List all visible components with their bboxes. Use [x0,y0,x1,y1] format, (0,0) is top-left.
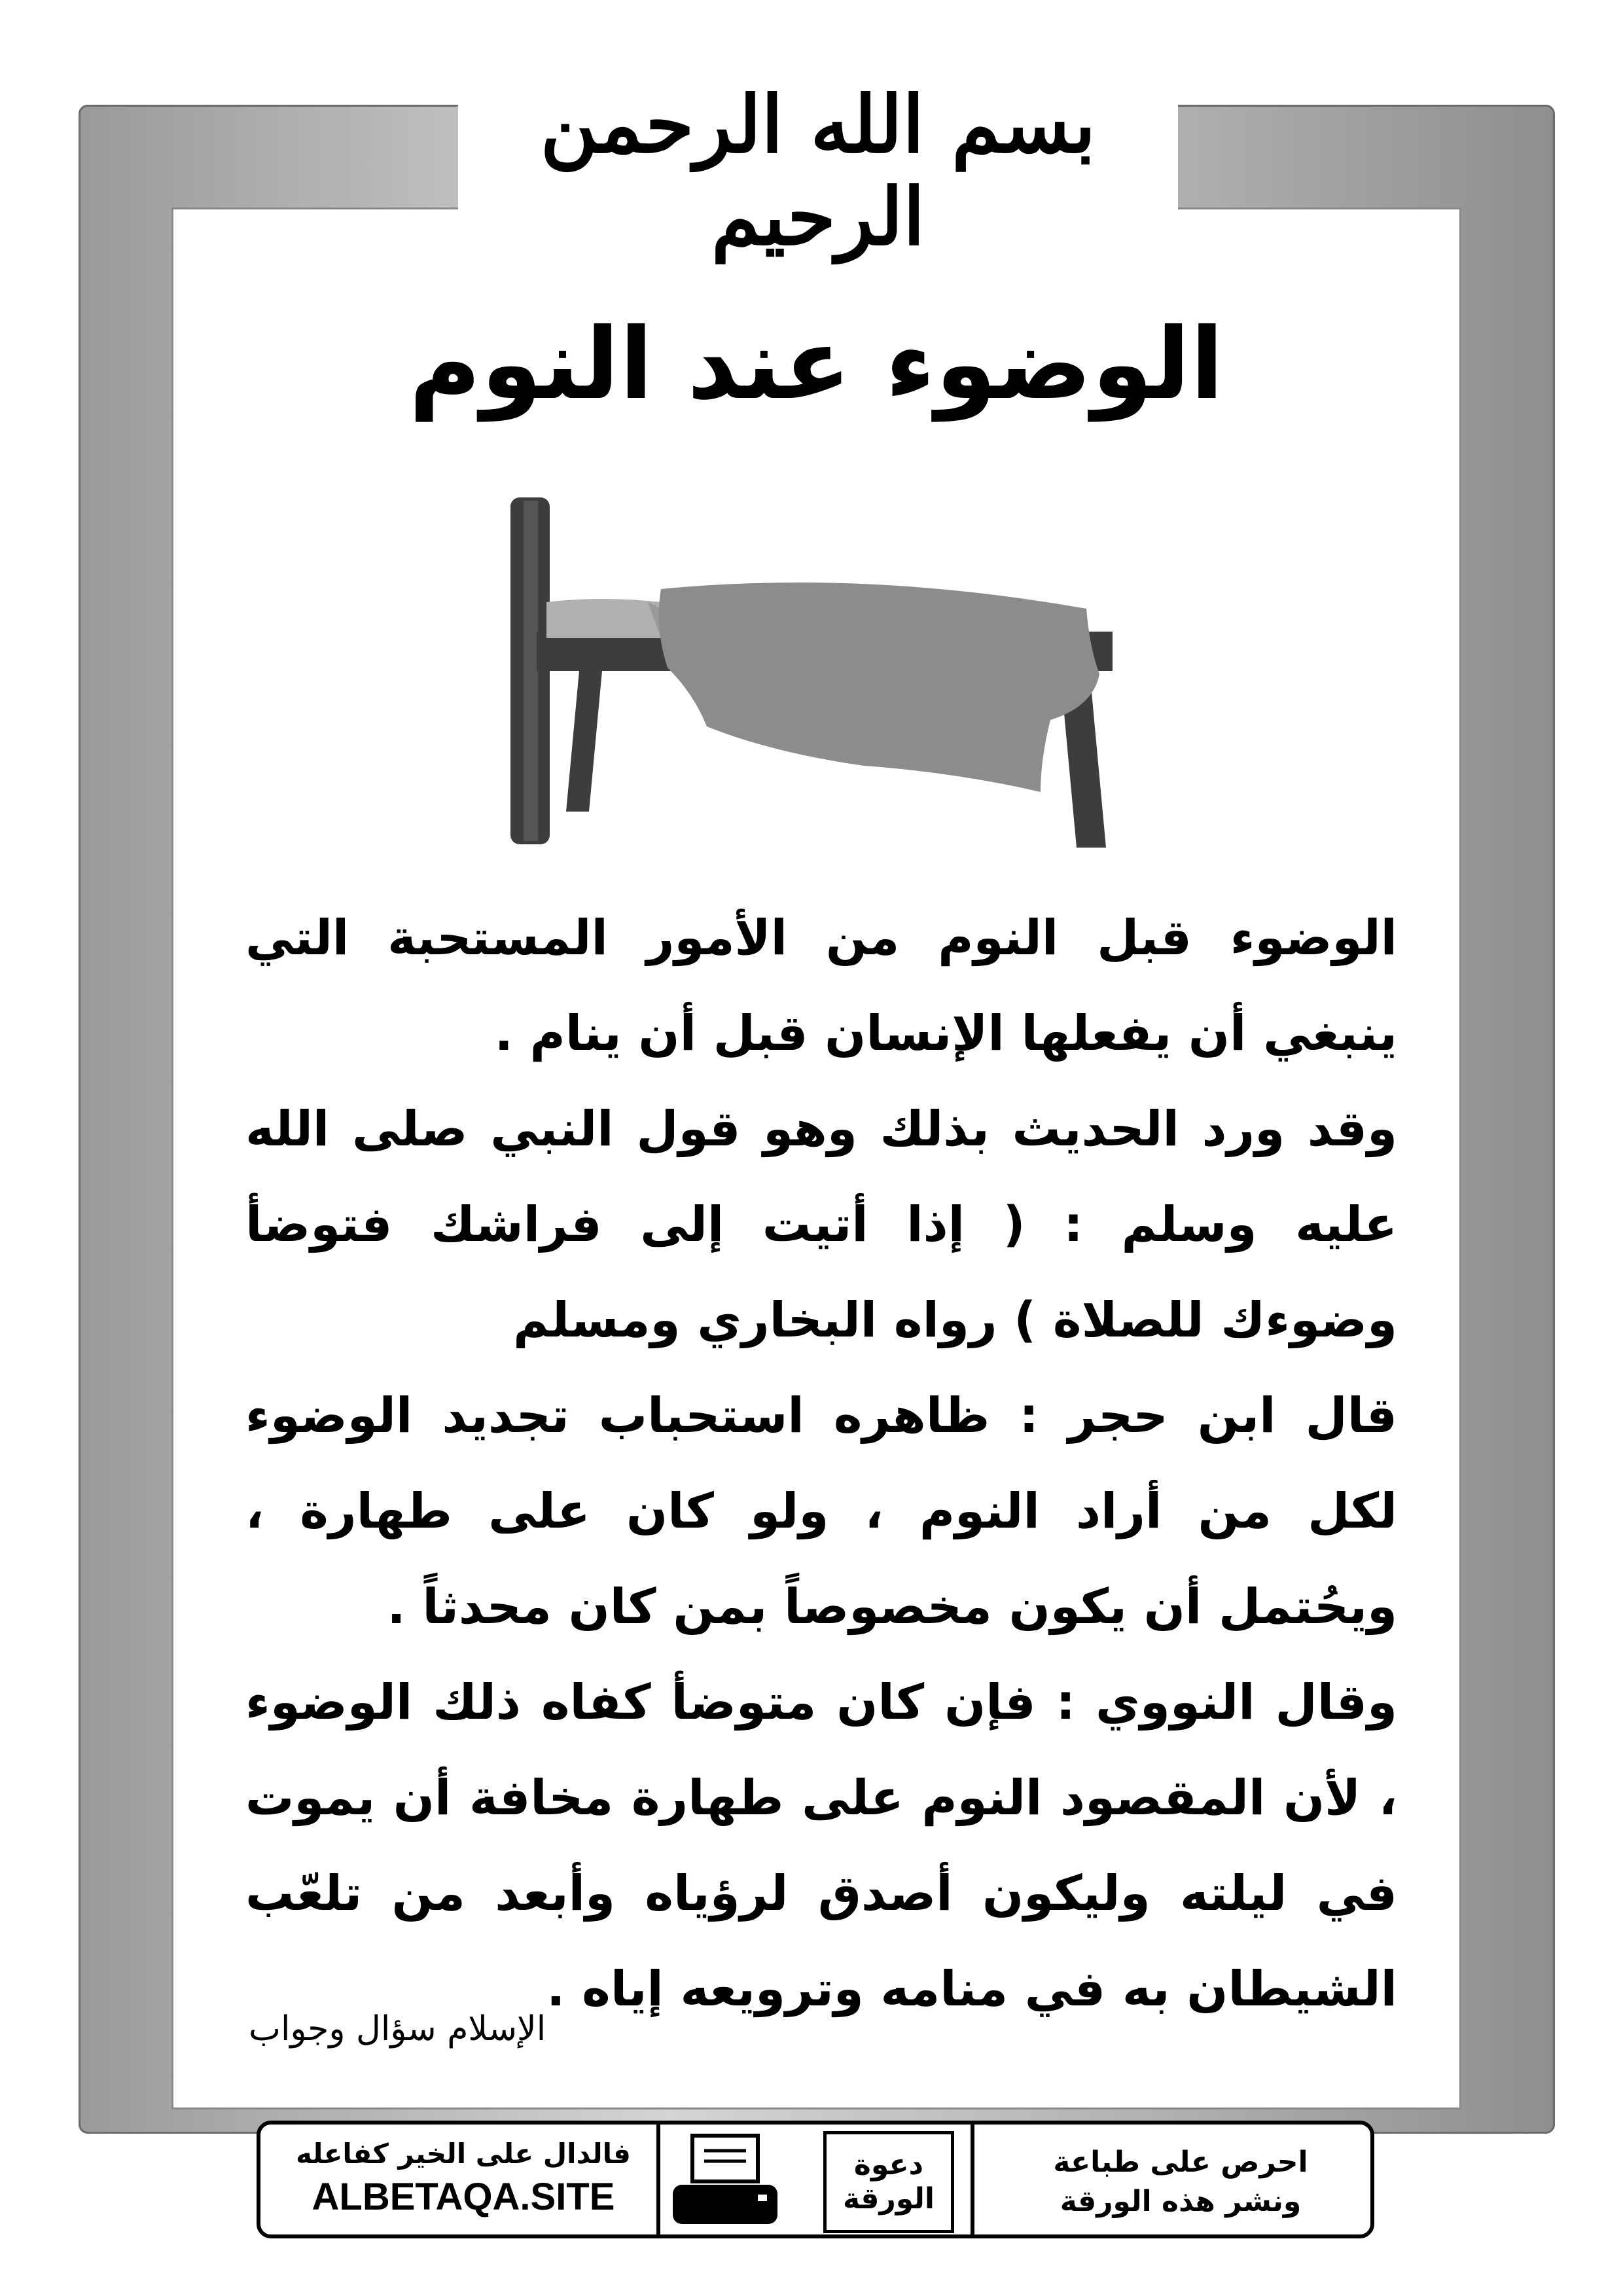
footer-note-line1: احرص على طباعة [1053,2145,1308,2179]
paragraph: وقال النووي : فإن كان متوضأ كفاه ذلك الوضوء ، لأن المقصود النوم على طهارة مخافة أن يموت في ليلته وليكون أصدق لرؤياه وأبعد من تلعّب الشيطان به في منامه وترويعه إياه . [245,1674,1397,2017]
page-title: الوضوء عند النوم [408,308,1224,422]
dawa-logo: دعوة الورقة [823,2131,954,2233]
bed-icon [497,497,1126,851]
paragraph: الوضوء قبل النوم من الأمور المستحبة التي ينبغي أن يفعلها الإنسان قبل أن ينام . [245,910,1397,1062]
source-credit: الإسلام سؤال وجواب [249,2009,546,2049]
footer-url[interactable]: ALBETAQA.SITE [312,2176,615,2218]
divider [656,2125,660,2234]
footer-note-line2: ونشر هذه الورقة [1060,2185,1302,2218]
paragraph: وقد ورد الحديث بذلك وهو قول النبي صلى الله عليه وسلم : ( إذا أتيت إلى فراشك فتوضأ وضوءك للصلاة ) رواه البخاري ومسلم [245,1101,1397,1348]
paragraph: قال ابن حجر : ظاهره استحباب تجديد الوضوء لكل من أراد النوم ، ولو كان على طهارة ، ويحُتمل أن يكون مخصوصاً بمن كان محدثاً . [245,1388,1397,1635]
divider [971,2125,974,2234]
basmala-box [458,52,1178,263]
basmala: بسم الله الرحمن الرحيم [540,79,1096,263]
footer-left [280,2138,647,2219]
footer-box [257,2121,1374,2238]
article-body [245,890,1397,2037]
footer-slogan: فالدال على الخير كفاعله [296,2138,631,2170]
footer-right [1017,2143,1344,2221]
printer-icon [666,2132,784,2231]
